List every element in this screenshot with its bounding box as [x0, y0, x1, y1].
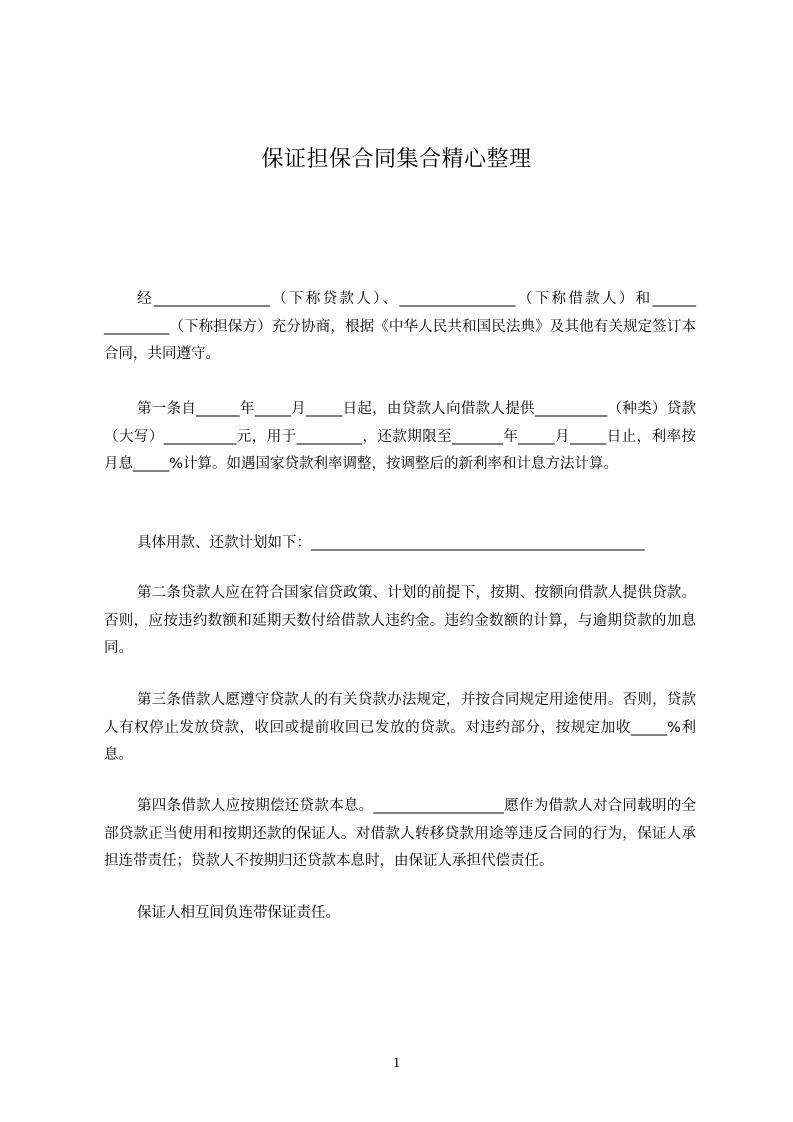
paragraph-article-1: 第一条自______年_____月_____日起，由贷款人向借款人提供__________（种类）贷款（大写）__________元，用于_________，还款期限至_______年_____月_____日止，利率按月息_____%计算。如遇国家贷款利率调整，按调整后的新利率和计息方法计算。 [104, 401, 696, 472]
paragraph-article-3: 第三条借款人愿遵守贷款人的有关贷款办法规定，并按合同规定用途使用。否则，贷款人有权停止发放贷款，收回或提前收回已发放的贷款。对违约部分，按规定加收_____%利息。 [104, 692, 696, 763]
paragraph-joint-liability: 保证人相互间负连带保证责任。 [137, 905, 340, 921]
page-number: 1 [392, 1055, 401, 1071]
paragraph-repayment-plan: 具体用款、还款计划如下：______________________________________________ [137, 535, 645, 551]
paragraph-preamble: 经________________（下称贷款人）、________________（下称借款人）和______ _________（下称担保方）充分协商，根据《中华人民共和国民法典》及其他有关规定签订本合同，共同遵守。 [104, 291, 696, 362]
paragraph-article-4: 第四条借款人应按期偿还贷款本息。__________________愿作为借款人对合同载明的全部贷款正当使用和按期还款的保证人。对借款人转移贷款用途等违反合同的行为，保证人承担连带责任；贷款人不按期归还贷款本息时，由保证人承担代偿责任。 [104, 798, 696, 869]
document-title: 保证担保合同集合精心整理 [261, 147, 532, 172]
paragraph-article-2: 第二条贷款人应在符合国家信贷政策、计划的前提下，按期、按额向借款人提供贷款。否则，应按违约数额和延期天数付给借款人违约金。违约金数额的计算，与逾期贷款的加息同。 [104, 585, 696, 656]
